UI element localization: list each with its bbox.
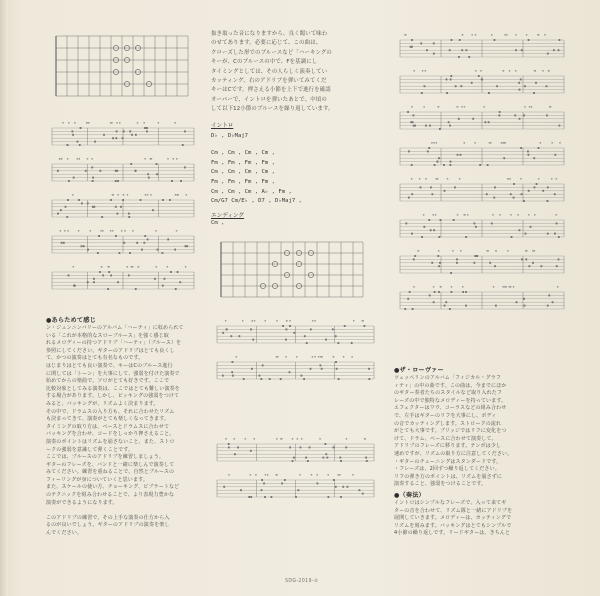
right-section-heading: ●ザ・ローヴァー [394,367,444,374]
tab-system [217,438,374,462]
left-body-text: ン・ジュンニンバリーのアルバム「ハーティ」に収められて いる「これが本格的なスローブルース」を強く感じ取 れるメロディーの持つアドリブ「ハーティ」（ブルース）を 参照にしてください。ギターのアドリブはとても良くし て、かつの演奏はとても有名なものです。 はじまりはとても良い演奏で、キーはCのブルース進行 に関しては「トーン」を大事にして、強弱を付けた演奏で 始めてからの楽曲で、ソロがとても好きです。ここで 比較対象としてみる演奏は、ここではとても難しい演奏を する場合があります。しかし、ピッキングの強弱をつけて みると、バッキングが、リズムよく決まります。 その中で、ドラムスの入り方も、それに合わせたリズム も決まってきて、演奏がとても楽しくなってきます。 タイミングの取り方は、ベースとドラムスに合わせて バッキングを合わせ、コードをしっかり押さえること。 演奏のポイントはリズムを崩さないこと、また、ストロ ークの強弱を意識して弾くことです。 ここでは、ブルースのアドリブを練習しましょう。 ギターのフレーズを、バンドと一緒に楽しんで演奏して みてください。練習を重ねることで、自然とブルースの フィーリングが身についていくと思います。 また、スケールの使い方、チョーキング、ビブラートなど のテクニックを組み合わせることで、より表現力豊かな 演奏ができるようになります。 このアドリブの練習で、その上手な演奏の仕方から入 るのが良いでしょう。ギターのアドリブの演奏を楽し んでください。 [46,325,184,537]
right-column [394,28,568,538]
right-sub-heading: ●（奏法） [394,491,425,499]
tab-staff-middle-1 [211,314,383,410]
progression-line: Cm , Cm , Cm , A♭ , Fm , [211,188,292,195]
tab-system [52,194,194,218]
tab-system [217,320,374,344]
progression-line: Cm , Cm , Cm , Cm , [211,169,275,176]
intro-label: イントロ [211,122,234,129]
tab-system [400,178,564,202]
tab-system [52,122,194,146]
ending-chord: Cm , [211,219,225,226]
fretboard-diagram-svg [211,236,371,304]
tab-system [52,158,194,182]
progression-line: Cm , Cm , Cm , Cm , [211,150,275,157]
page-fold-shadow [0,0,8,596]
chord-progression [211,149,383,207]
progression-line: Fm , Fm , Fm , Fm , [211,179,275,186]
intro-chord: D♭ , D♭Maj7 [211,132,249,139]
tab-staff-svg [46,116,196,298]
tab-system [400,70,564,94]
tab-staff-left [46,116,204,298]
tab-staff-svg [394,28,566,338]
page-code: SDG-2019-② [285,579,319,584]
ending-label: エンディング [211,212,245,219]
fretboard-diagram-left [46,30,204,102]
tab-system [400,250,564,274]
fretboard-diagram-svg [46,30,196,102]
right-body-text: ツェッペリンのアルバム「フィジカル・グラフ ィティ」の中の曲です。この曲は、今までにほか のギター奏者たちのスタイルなど取り入れたフ レーズの中で独特なメロディーを持っています。 エフェクターはワウ、コーラスなどの組み合わせ で、左手はギターのリフを大事にし、ボディ の音でカッティングします。ストロークの流れ がとても大事です。ブリッジではリフに変化をつ けて、ドラム、ベースに合わせて演奏して、 アドリブのフレーズに移ります。テンポは少し 速めですが、リズムの取り方に注意してください。 ・ギターのチューニングはスタンダードです。 ・フレーズは、2回ずつ繰り返してください。 リフの弾き方のポイントは、リズムを崩さずに 演奏すること、強弱をつけることです。 [394,375,513,488]
tab-staff-right [394,28,568,338]
progression-line: Cm/G7 Cm/E♭ , D7 , D♭Maj7 , [211,198,302,205]
tab-staff-svg [211,432,376,528]
tab-system [400,286,564,310]
middle-column [211,30,383,528]
left-column [46,30,204,538]
tab-staff-middle-2 [211,432,383,528]
tab-staff-svg [211,314,376,410]
tab-system [217,474,374,498]
tab-system [400,142,564,166]
right-body-text-2: イントロはシンプルなフレーズで、入って来てギ ターの音を合わせて、リズム隊と一緒にアドリブを 展開していきます。メロディーは、カッティングで リズムを刻みます。バッキングはとてもシンプルで 4小節の繰り返しです。リードギターは、きちんと [394,499,513,537]
fretboard-diagram-middle [211,236,383,304]
middle-body-text: 抜き取った音になりますから、良く聞いて味わ のせてあります。必要に応じて、この曲は、 クローズした形でのブルースなど「ハーキングの キーが、Cのブルースの中で、Fを基調にし タイミングとしては、その人らしく演奏してい カッティング、右のアドリブを弾いてみてくだ キーはCです。押さえる小節を上下で進行を確認 オーバーで、イントロを弾いたあとで、中頃の して以下12小節のブルースを繰り返しています。 [211,31,334,113]
tab-system [400,34,564,58]
tab-system [400,106,564,130]
progression-line: Fm , Fm , Fm , Fm , [211,159,275,166]
tab-system [217,356,374,380]
tab-system [52,266,194,290]
tab-system [52,230,194,254]
tab-system [400,214,564,238]
left-section-heading: ●あらためて感じ [46,317,96,324]
